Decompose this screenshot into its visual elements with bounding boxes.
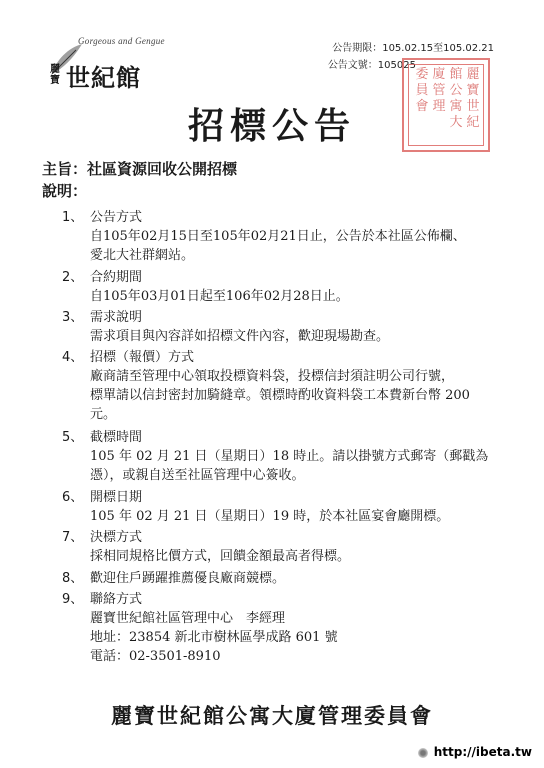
item-title: 開標日期 bbox=[90, 490, 143, 505]
item-number: 2、 bbox=[62, 270, 84, 285]
logo-script-text: Gorgeous and Gengue bbox=[78, 36, 165, 46]
watermark-link[interactable] bbox=[432, 745, 534, 759]
notice-docno: 公告文號：105025 bbox=[327, 60, 416, 71]
seal-char: 寶 bbox=[466, 83, 480, 98]
watermark-text: http://ibeta.tw bbox=[433, 745, 532, 759]
watermark-logo-icon bbox=[418, 748, 428, 758]
item-text: 105 年 02 月 21 日（星期日）19 時，於本社區宴會廳開標。 bbox=[90, 509, 450, 524]
item-text: 愛北大社群網站。 bbox=[90, 248, 195, 263]
item-number: 4、 bbox=[62, 350, 84, 365]
item-number: 7、 bbox=[62, 530, 84, 545]
item-text: 需求項目與內容詳如招標文件內容，歡迎現場勘查。 bbox=[90, 329, 390, 344]
item-text: 自105年03月01日起至106年02月28日止。 bbox=[90, 289, 349, 304]
seal-char: 廈 bbox=[432, 67, 446, 82]
contact-phone: 電話：02-3501-8910 bbox=[90, 649, 221, 664]
explanation-label: 說明： bbox=[42, 182, 88, 200]
page-title: 招標公告 bbox=[187, 105, 356, 147]
item-title: 合約期間 bbox=[90, 270, 143, 285]
seal-char: 員 bbox=[415, 83, 429, 98]
item-title: 需求說明 bbox=[90, 310, 143, 325]
seal-char: 公 bbox=[449, 83, 463, 98]
item-title: 歡迎住戶踴躍推薦優良廠商競標。 bbox=[90, 571, 286, 586]
seal-char: 委 bbox=[415, 67, 429, 82]
subject-line: 主旨：社區資源回收公開招標 bbox=[42, 160, 238, 178]
item-number: 8、 bbox=[62, 571, 84, 586]
seal-char: 管 bbox=[432, 83, 446, 98]
seal-char: 世 bbox=[466, 99, 480, 114]
item-number: 5、 bbox=[62, 430, 84, 445]
seal-char: 紀 bbox=[466, 115, 480, 130]
logo bbox=[38, 36, 198, 96]
item-number: 1、 bbox=[62, 210, 84, 225]
logo-name: 世紀館 bbox=[66, 63, 141, 92]
item-text: 採相同規格比價方式，回饋金額最高者得標。 bbox=[90, 549, 351, 564]
seal-char: 寓 bbox=[449, 99, 463, 114]
seal-char: 理 bbox=[432, 99, 446, 114]
contact-name: 麗寶世紀館社區管理中心 李經理 bbox=[90, 611, 286, 626]
seal-char: 麗 bbox=[466, 67, 480, 82]
item-text: 元。 bbox=[90, 407, 117, 422]
item-title: 公告方式 bbox=[90, 210, 143, 225]
item-number: 3、 bbox=[62, 310, 84, 325]
item-text: 廠商請至管理中心領取投標資料袋，投標信封須註明公司行號， bbox=[90, 369, 455, 384]
item-number: 9、 bbox=[62, 592, 84, 607]
logo-small-text: 麗寶 bbox=[50, 64, 60, 86]
item-title: 決標方式 bbox=[90, 530, 143, 545]
item-title: 招標（報價）方式 bbox=[90, 350, 195, 365]
notice-period: 公告期限：105.02.15至105.02.21 bbox=[332, 43, 494, 54]
seal-char: 館 bbox=[449, 67, 463, 82]
item-text: 憑），或親自送至社區管理中心簽收。 bbox=[90, 468, 305, 483]
item-number: 6、 bbox=[62, 490, 84, 505]
item-text: 標單請以信封密封加騎縫章。領標時酌收資料袋工本費新台幣 200 bbox=[90, 388, 470, 403]
seal-char: 會 bbox=[415, 99, 429, 114]
seal-char: 大 bbox=[449, 115, 463, 130]
item-text: 105 年 02 月 21 日（星期日）18 時止。請以掛號方式郵寄（郵戳為 bbox=[90, 449, 489, 464]
contact-address: 地址：23854 新北市樹林區學成路 601 號 bbox=[90, 630, 338, 645]
committee-signature: 麗寶世紀館公寓大廈管理委員會 bbox=[111, 703, 433, 728]
item-title: 截標時間 bbox=[90, 430, 143, 445]
item-text: 自105年02月15日至105年02月21日止，公告於本社區公佈欄、 bbox=[90, 229, 466, 244]
item-title: 聯絡方式 bbox=[90, 592, 143, 607]
